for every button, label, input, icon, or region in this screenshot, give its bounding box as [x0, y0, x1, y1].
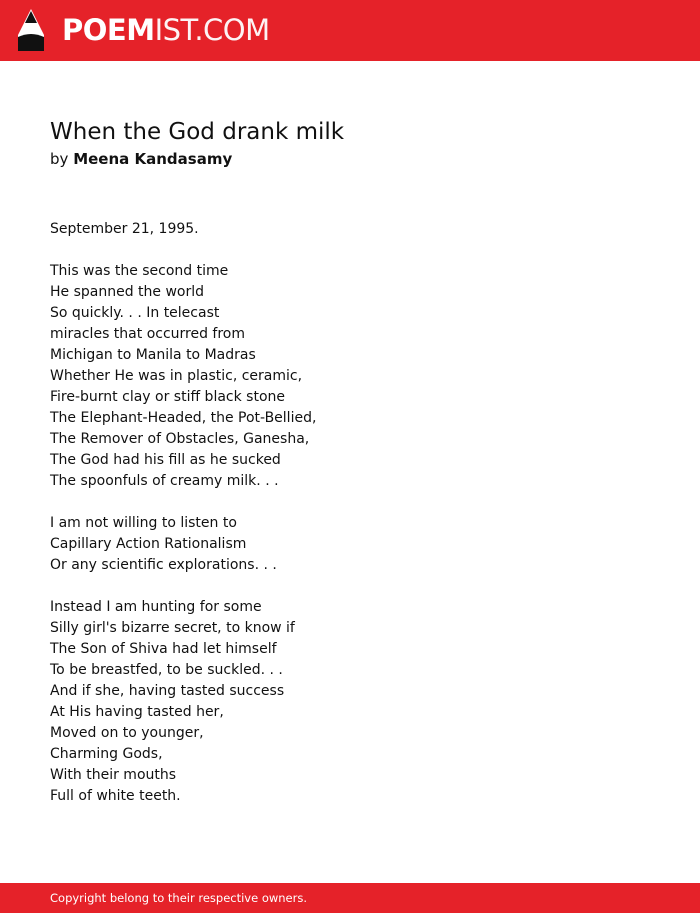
- poem-line: Charming Gods,: [50, 746, 163, 762]
- byline: [50, 149, 232, 169]
- by-label: by: [50, 150, 69, 168]
- stanza-break: [50, 240, 650, 261]
- poem-line: Instead I am hunting for some: [50, 599, 262, 615]
- poem-line: Capillary Action Rationalism: [50, 536, 247, 552]
- poem-line: September 21, 1995.: [50, 221, 199, 237]
- stanza-break: [50, 492, 650, 513]
- site-footer: [0, 883, 700, 913]
- poem-line: I am not willing to listen to: [50, 515, 237, 531]
- poem-line: The Elephant-Headed, the Pot-Bellied,: [50, 410, 317, 426]
- poem-line: Fire-burnt clay or stiff black stone: [50, 389, 286, 405]
- poem-line: The spoonfuls of creamy milk. . .: [50, 473, 279, 489]
- copyright-text: Copyright belong to their respective owners.: [50, 891, 308, 905]
- logo-light-part: IST.COM: [154, 13, 270, 47]
- poem-line: To be breastfed, to be suckled. . .: [50, 662, 283, 678]
- site-logo[interactable]: [62, 12, 270, 48]
- poem-line: The Son of Shiva had let himself: [50, 641, 277, 657]
- poem-line: Whether He was in plastic, ceramic,: [50, 368, 303, 384]
- poem-line: So quickly. . . In telecast: [50, 305, 220, 321]
- logo-bold-part: POEM: [62, 13, 155, 47]
- poem-line: Silly girl's bizarre secret, to know if: [50, 620, 295, 636]
- poem-line: Or any scientific explorations. . .: [50, 557, 277, 573]
- poem-title: When the God drank milk: [50, 119, 345, 145]
- author-name: Meena Kandasamy: [73, 150, 233, 168]
- poem-body: [50, 219, 650, 807]
- poem-line: With their mouths: [50, 767, 177, 783]
- pencil-icon[interactable]: [18, 9, 44, 51]
- poem-line: And if she, having tasted success: [50, 683, 285, 699]
- poem-line: miracles that occurred from: [50, 326, 246, 342]
- poem-line: The Remover of Obstacles, Ganesha,: [50, 431, 310, 447]
- poem-line: At His having tasted her,: [50, 704, 224, 720]
- poem-line: He spanned the world: [50, 284, 205, 300]
- poem-line: This was the second time: [50, 263, 229, 279]
- stanza-break: [50, 576, 650, 597]
- site-header: [0, 0, 700, 61]
- poem-line: The God had his fill as he sucked: [50, 452, 281, 468]
- poem-line: Michigan to Manila to Madras: [50, 347, 256, 363]
- poem-line: Full of white teeth.: [50, 788, 181, 804]
- poem-line: Moved on to younger,: [50, 725, 204, 741]
